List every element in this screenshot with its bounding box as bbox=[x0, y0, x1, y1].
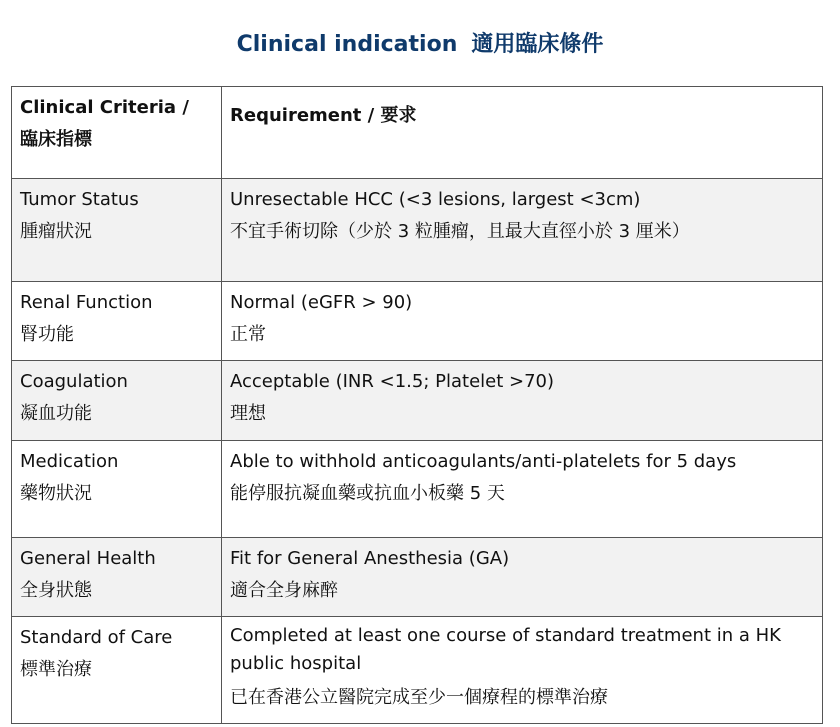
table-row bbox=[12, 361, 823, 441]
page-title bbox=[0, 30, 840, 60]
table-row bbox=[12, 538, 823, 617]
criteria-cell bbox=[12, 282, 222, 361]
requirement-header: Requirement / 要求 bbox=[230, 105, 417, 126]
criteria-zh: 標準治療 bbox=[20, 659, 92, 680]
table-header-row bbox=[12, 87, 823, 179]
table-row bbox=[12, 441, 823, 538]
criteria-zh: 全身狀態 bbox=[20, 580, 92, 601]
criteria-cell bbox=[12, 179, 222, 282]
criteria-en: General Health bbox=[20, 548, 156, 569]
table-row bbox=[12, 617, 823, 724]
table-row bbox=[12, 179, 823, 282]
table-row bbox=[12, 282, 823, 361]
requirement-en: Fit for General Anesthesia (GA) bbox=[230, 548, 510, 569]
requirement-cell bbox=[222, 282, 823, 361]
requirement-zh: 已在香港公立醫院完成至少一個療程的標準治療 bbox=[230, 687, 608, 708]
clinical-criteria-table bbox=[11, 86, 823, 724]
criteria-zh: 凝血功能 bbox=[20, 403, 92, 424]
criteria-zh: 腎功能 bbox=[20, 324, 74, 345]
requirement-en: Unresectable HCC (<3 lesions, largest <3cm) bbox=[230, 189, 641, 210]
criteria-cell bbox=[12, 617, 222, 724]
requirement-zh: 適合全身麻醉 bbox=[230, 580, 338, 601]
criteria-zh: 藥物狀況 bbox=[20, 483, 92, 504]
criteria-en: Standard of Care bbox=[20, 627, 173, 648]
requirement-cell bbox=[222, 361, 823, 441]
requirement-en: Able to withhold anticoagulants/anti-platelets for 5 days bbox=[230, 451, 737, 472]
requirement-en: Acceptable (INR <1.5; Platelet >70) bbox=[230, 371, 554, 392]
requirement-en: Completed at least one course of standard treatment in a HK public hospital bbox=[230, 625, 781, 674]
requirement-cell bbox=[222, 441, 823, 538]
criteria-cell bbox=[12, 361, 222, 441]
criteria-en: Tumor Status bbox=[20, 189, 139, 210]
page-title-zh: 適用臨床條件 bbox=[471, 32, 604, 57]
requirement-en: Normal (eGFR > 90) bbox=[230, 292, 413, 313]
requirement-zh: 不宜手術切除（少於 3 粒腫瘤，且最大直徑小於 3 厘米） bbox=[230, 221, 690, 242]
requirement-cell bbox=[222, 179, 823, 282]
criteria-cell bbox=[12, 538, 222, 617]
requirement-column-header bbox=[222, 87, 823, 179]
requirement-cell bbox=[222, 617, 823, 724]
criteria-cell bbox=[12, 441, 222, 538]
criteria-en: Medication bbox=[20, 451, 119, 472]
requirement-zh: 正常 bbox=[230, 324, 266, 345]
requirement-zh: 能停服抗凝血藥或抗血小板藥 5 天 bbox=[230, 483, 505, 504]
criteria-header-en: Clinical Criteria / bbox=[20, 97, 189, 118]
criteria-zh: 腫瘤狀況 bbox=[20, 221, 92, 242]
criteria-column-header bbox=[12, 87, 222, 179]
page-title-en: Clinical indication bbox=[236, 32, 458, 57]
criteria-header-zh: 臨床指標 bbox=[20, 129, 92, 150]
requirement-zh: 理想 bbox=[230, 403, 266, 424]
requirement-cell bbox=[222, 538, 823, 617]
criteria-en: Coagulation bbox=[20, 371, 128, 392]
criteria-en: Renal Function bbox=[20, 292, 153, 313]
